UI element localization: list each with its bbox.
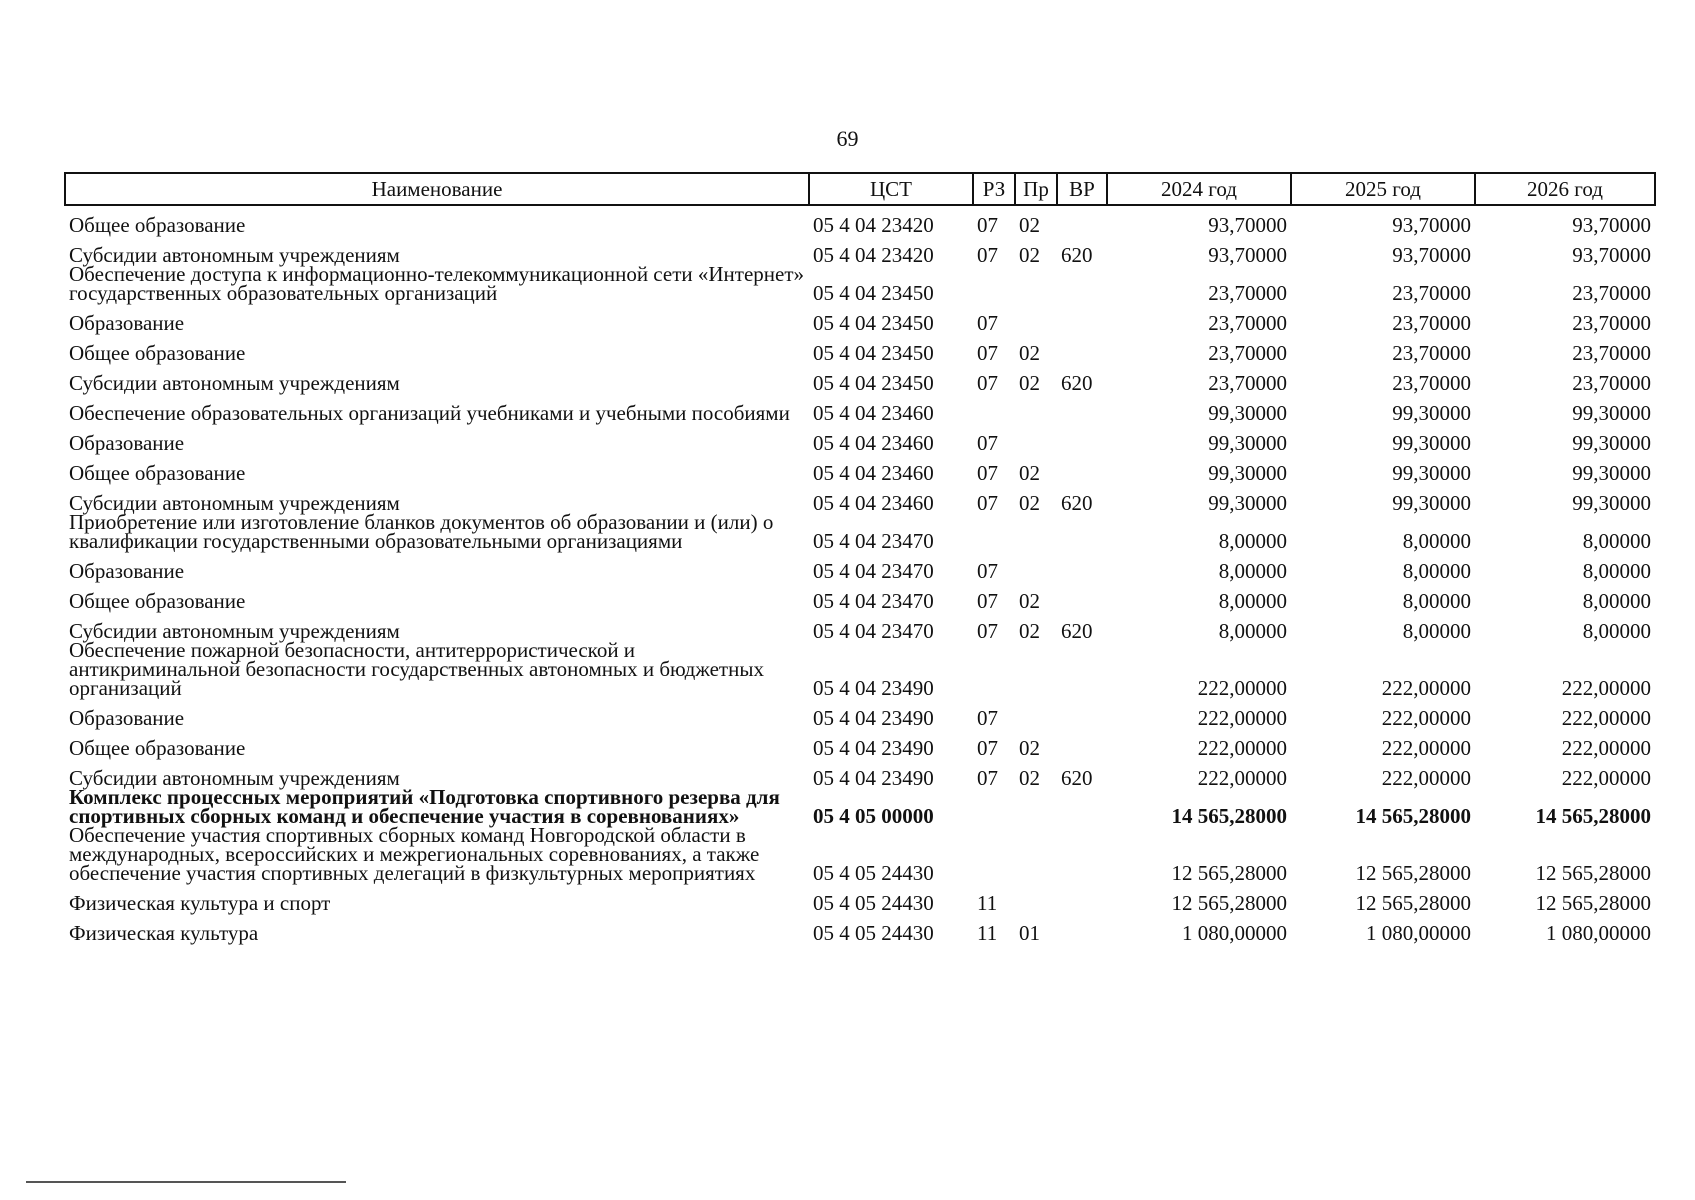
cell-y2024: 8,00000 bbox=[1218, 559, 1287, 583]
cell-y2025: 23,70000 bbox=[1392, 281, 1471, 305]
cell-pr: 02 bbox=[1019, 589, 1040, 613]
table-row bbox=[65, 551, 1655, 581]
cell-y2024: 99,30000 bbox=[1208, 461, 1287, 485]
cell-cst: 05 4 04 23450 bbox=[813, 341, 934, 365]
cell-name: Образование bbox=[69, 431, 185, 455]
cell-y2024: 99,30000 bbox=[1208, 431, 1287, 455]
table-row bbox=[65, 235, 1655, 265]
cell-name: Общее образование bbox=[69, 213, 246, 237]
header-pr: Пр bbox=[1015, 173, 1057, 205]
cell-y2024: 99,30000 bbox=[1208, 491, 1287, 515]
cell-y2026: 8,00000 bbox=[1582, 619, 1651, 643]
cell-name: Общее образование bbox=[69, 589, 246, 613]
cell-name: Приобретение или изготовление бланков документов об образовании и (или) о квалификации государственными образовательными организациями bbox=[69, 510, 774, 553]
cell-name: Образование bbox=[69, 706, 185, 730]
cell-y2026: 23,70000 bbox=[1572, 311, 1651, 335]
cell-name: Субсидии автономным учреждениям bbox=[69, 619, 400, 643]
cell-name: Обеспечение участия спортивных сборных команд Новгородской области в международных, всероссийских и межрегиональных соревнованиях, а также обеспечение участия спортивных делегаций в физкультурных мероприятиях bbox=[69, 823, 760, 885]
table-row bbox=[65, 641, 1655, 698]
cell-rz: 07 bbox=[977, 619, 998, 643]
cell-pr bbox=[1015, 883, 1057, 913]
cell-y2026: 14 565,28000 bbox=[1535, 804, 1651, 828]
cell-y2024: 222,00000 bbox=[1197, 676, 1287, 700]
cell-pr bbox=[1015, 513, 1057, 551]
cell-y2026: 23,70000 bbox=[1572, 341, 1651, 365]
cell-cst: 05 4 04 23470 bbox=[813, 589, 934, 613]
cell-vr bbox=[1057, 453, 1107, 483]
cell-pr: 02 bbox=[1019, 461, 1040, 485]
budget-table bbox=[64, 172, 1656, 943]
cell-y2025: 23,70000 bbox=[1392, 371, 1471, 395]
cell-vr bbox=[1057, 698, 1107, 728]
cell-rz: 11 bbox=[977, 921, 998, 945]
cell-cst: 05 4 05 24430 bbox=[813, 861, 934, 885]
cell-y2026: 99,30000 bbox=[1572, 461, 1651, 485]
cell-cst: 05 4 04 23450 bbox=[813, 311, 934, 335]
cell-y2025: 93,70000 bbox=[1392, 213, 1471, 237]
cell-rz: 07 bbox=[977, 213, 998, 237]
table-row bbox=[65, 333, 1655, 363]
cell-rz bbox=[973, 826, 1015, 883]
cell-y2026: 99,30000 bbox=[1572, 431, 1651, 455]
cell-y2025: 99,30000 bbox=[1392, 401, 1471, 425]
cell-y2026: 23,70000 bbox=[1572, 281, 1651, 305]
cell-y2025: 222,00000 bbox=[1381, 736, 1471, 760]
cell-y2026: 8,00000 bbox=[1582, 559, 1651, 583]
cell-rz: 07 bbox=[977, 371, 998, 395]
cell-pr bbox=[1015, 303, 1057, 333]
cell-y2025: 8,00000 bbox=[1402, 589, 1471, 613]
cell-y2026: 99,30000 bbox=[1572, 401, 1651, 425]
table-row bbox=[65, 265, 1655, 303]
cell-y2025: 222,00000 bbox=[1381, 676, 1471, 700]
cell-name: Физическая культура bbox=[69, 921, 259, 945]
cell-cst: 05 4 04 23420 bbox=[813, 243, 934, 267]
table-row bbox=[65, 423, 1655, 453]
cell-y2024: 222,00000 bbox=[1197, 736, 1287, 760]
cell-pr: 02 bbox=[1019, 213, 1040, 237]
cell-y2024: 99,30000 bbox=[1208, 401, 1287, 425]
cell-rz: 07 bbox=[977, 341, 998, 365]
cell-rz: 07 bbox=[977, 766, 998, 790]
cell-y2026: 12 565,28000 bbox=[1535, 891, 1651, 915]
cell-cst: 05 4 04 23490 bbox=[813, 706, 934, 730]
cell-y2025: 222,00000 bbox=[1381, 706, 1471, 730]
cell-rz: 07 bbox=[977, 559, 998, 583]
cell-y2026: 93,70000 bbox=[1572, 213, 1651, 237]
cell-vr bbox=[1057, 788, 1107, 826]
cell-rz: 07 bbox=[977, 243, 998, 267]
cell-vr: 620 bbox=[1061, 491, 1093, 515]
table-row bbox=[65, 826, 1655, 883]
cell-vr bbox=[1057, 728, 1107, 758]
cell-cst: 05 4 04 23460 bbox=[813, 431, 934, 455]
table-body bbox=[65, 205, 1655, 943]
page-number: 69 bbox=[836, 126, 859, 151]
cell-rz bbox=[973, 641, 1015, 698]
cell-y2025: 8,00000 bbox=[1402, 529, 1471, 553]
cell-vr: 620 bbox=[1061, 619, 1093, 643]
cell-rz: 07 bbox=[977, 431, 998, 455]
cell-cst: 05 4 05 00000 bbox=[813, 804, 934, 828]
cell-y2026: 23,70000 bbox=[1572, 371, 1651, 395]
cell-y2026: 99,30000 bbox=[1572, 491, 1651, 515]
table-row bbox=[65, 205, 1655, 235]
cell-y2024: 23,70000 bbox=[1208, 311, 1287, 335]
cell-y2026: 8,00000 bbox=[1582, 529, 1651, 553]
cell-cst: 05 4 04 23420 bbox=[813, 213, 934, 237]
cell-cst: 05 4 04 23490 bbox=[813, 766, 934, 790]
table-row bbox=[65, 728, 1655, 758]
cell-y2024: 222,00000 bbox=[1197, 766, 1287, 790]
cell-vr bbox=[1057, 205, 1107, 235]
cell-vr: 620 bbox=[1061, 371, 1093, 395]
cell-vr bbox=[1057, 913, 1107, 943]
table-header-row bbox=[65, 173, 1655, 205]
cell-rz bbox=[973, 393, 1015, 423]
cell-name: Обеспечение пожарной безопасности, антитеррористической и антикриминальной безопасности государственных автономных и бюджетных организаций bbox=[69, 638, 764, 700]
header-vr: ВР bbox=[1057, 173, 1107, 205]
cell-y2026: 222,00000 bbox=[1561, 766, 1651, 790]
cell-pr bbox=[1015, 393, 1057, 423]
cell-rz bbox=[973, 265, 1015, 303]
cell-vr bbox=[1057, 826, 1107, 883]
cell-vr bbox=[1057, 333, 1107, 363]
cell-pr: 02 bbox=[1019, 736, 1040, 760]
cell-y2025: 8,00000 bbox=[1402, 619, 1471, 643]
cell-pr: 02 bbox=[1019, 243, 1040, 267]
cell-y2024: 222,00000 bbox=[1197, 706, 1287, 730]
cell-rz: 07 bbox=[977, 461, 998, 485]
table-row bbox=[65, 513, 1655, 551]
table-row bbox=[65, 453, 1655, 483]
cell-name: Обеспечение образовательных организаций учебниками и учебными пособиями bbox=[69, 401, 790, 425]
cell-name: Образование bbox=[69, 311, 185, 335]
cell-name: Обеспечение доступа к информационно-телекоммуникационной сети «Интернет» государственных образовательных организаций bbox=[69, 262, 805, 305]
cell-name: Общее образование bbox=[69, 461, 246, 485]
cell-y2026: 222,00000 bbox=[1561, 706, 1651, 730]
cell-rz: 07 bbox=[977, 736, 998, 760]
header-cst: ЦСТ bbox=[809, 173, 973, 205]
cell-pr: 02 bbox=[1019, 619, 1040, 643]
cell-pr: 02 bbox=[1019, 371, 1040, 395]
cell-y2025: 1 080,00000 bbox=[1366, 921, 1471, 945]
table-row bbox=[65, 581, 1655, 611]
cell-vr: 620 bbox=[1061, 766, 1093, 790]
footer-rule bbox=[26, 1181, 346, 1183]
cell-rz: 07 bbox=[977, 491, 998, 515]
cell-cst: 05 4 04 23450 bbox=[813, 371, 934, 395]
cell-y2024: 12 565,28000 bbox=[1171, 891, 1287, 915]
cell-vr bbox=[1057, 393, 1107, 423]
table-row bbox=[65, 363, 1655, 393]
cell-name: Физическая культура и спорт bbox=[69, 891, 331, 915]
cell-y2026: 222,00000 bbox=[1561, 676, 1651, 700]
cell-y2024: 8,00000 bbox=[1218, 589, 1287, 613]
cell-cst: 05 4 04 23470 bbox=[813, 559, 934, 583]
cell-cst: 05 4 04 23460 bbox=[813, 401, 934, 425]
table-row bbox=[65, 883, 1655, 913]
table-row bbox=[65, 913, 1655, 943]
cell-cst: 05 4 04 23460 bbox=[813, 491, 934, 515]
cell-y2025: 12 565,28000 bbox=[1355, 861, 1471, 885]
cell-name: Субсидии автономным учреждениям bbox=[69, 243, 400, 267]
table-row bbox=[65, 483, 1655, 513]
cell-rz: 11 bbox=[977, 891, 998, 915]
cell-vr bbox=[1057, 423, 1107, 453]
cell-y2024: 14 565,28000 bbox=[1171, 804, 1287, 828]
cell-y2024: 8,00000 bbox=[1218, 619, 1287, 643]
cell-y2025: 99,30000 bbox=[1392, 431, 1471, 455]
cell-y2026: 222,00000 bbox=[1561, 736, 1651, 760]
cell-y2025: 23,70000 bbox=[1392, 311, 1471, 335]
cell-pr: 02 bbox=[1019, 491, 1040, 515]
cell-y2026: 93,70000 bbox=[1572, 243, 1651, 267]
cell-rz bbox=[973, 788, 1015, 826]
cell-pr bbox=[1015, 826, 1057, 883]
table-row bbox=[65, 788, 1655, 826]
cell-cst: 05 4 05 24430 bbox=[813, 921, 934, 945]
cell-vr bbox=[1057, 883, 1107, 913]
cell-rz bbox=[973, 513, 1015, 551]
cell-y2026: 1 080,00000 bbox=[1546, 921, 1651, 945]
cell-pr bbox=[1015, 423, 1057, 453]
cell-pr bbox=[1015, 788, 1057, 826]
cell-y2024: 12 565,28000 bbox=[1171, 861, 1287, 885]
cell-y2025: 222,00000 bbox=[1381, 766, 1471, 790]
cell-y2024: 8,00000 bbox=[1218, 529, 1287, 553]
cell-vr: 620 bbox=[1061, 243, 1093, 267]
header-2025: 2025 год bbox=[1291, 173, 1475, 205]
cell-vr bbox=[1057, 513, 1107, 551]
header-2026: 2026 год bbox=[1475, 173, 1655, 205]
cell-y2025: 99,30000 bbox=[1392, 491, 1471, 515]
cell-y2024: 23,70000 bbox=[1208, 281, 1287, 305]
cell-y2025: 23,70000 bbox=[1392, 341, 1471, 365]
cell-y2025: 8,00000 bbox=[1402, 559, 1471, 583]
cell-cst: 05 4 04 23450 bbox=[813, 281, 934, 305]
cell-y2025: 93,70000 bbox=[1392, 243, 1471, 267]
cell-name: Субсидии автономным учреждениям bbox=[69, 371, 400, 395]
cell-y2026: 8,00000 bbox=[1582, 589, 1651, 613]
cell-name: Образование bbox=[69, 559, 185, 583]
cell-y2024: 23,70000 bbox=[1208, 371, 1287, 395]
cell-name: Общее образование bbox=[69, 736, 246, 760]
cell-pr bbox=[1015, 551, 1057, 581]
cell-cst: 05 4 04 23470 bbox=[813, 619, 934, 643]
cell-cst: 05 4 04 23490 bbox=[813, 736, 934, 760]
cell-vr bbox=[1057, 641, 1107, 698]
cell-name: Комплекс процессных мероприятий «Подготовка спортивного резерва для спортивных сборных команд и обеспечение участия в соревнованиях» bbox=[69, 785, 780, 828]
cell-rz: 07 bbox=[977, 706, 998, 730]
table-row bbox=[65, 611, 1655, 641]
cell-y2024: 1 080,00000 bbox=[1182, 921, 1287, 945]
table-row bbox=[65, 303, 1655, 333]
cell-rz: 07 bbox=[977, 311, 998, 335]
table-row bbox=[65, 393, 1655, 423]
cell-y2025: 99,30000 bbox=[1392, 461, 1471, 485]
table-row bbox=[65, 758, 1655, 788]
cell-cst: 05 4 04 23490 bbox=[813, 676, 934, 700]
cell-y2024: 93,70000 bbox=[1208, 243, 1287, 267]
table-row bbox=[65, 698, 1655, 728]
cell-y2025: 12 565,28000 bbox=[1355, 891, 1471, 915]
cell-vr bbox=[1057, 581, 1107, 611]
cell-name: Субсидии автономным учреждениям bbox=[69, 766, 400, 790]
cell-vr bbox=[1057, 551, 1107, 581]
cell-pr bbox=[1015, 265, 1057, 303]
cell-name: Субсидии автономным учреждениям bbox=[69, 491, 400, 515]
cell-vr bbox=[1057, 303, 1107, 333]
cell-name: Общее образование bbox=[69, 341, 246, 365]
header-rz: РЗ bbox=[973, 173, 1015, 205]
cell-y2024: 23,70000 bbox=[1208, 341, 1287, 365]
cell-cst: 05 4 05 24430 bbox=[813, 891, 934, 915]
header-2024: 2024 год bbox=[1107, 173, 1291, 205]
cell-pr bbox=[1015, 698, 1057, 728]
cell-pr: 02 bbox=[1019, 341, 1040, 365]
cell-cst: 05 4 04 23460 bbox=[813, 461, 934, 485]
cell-rz: 07 bbox=[977, 589, 998, 613]
cell-pr bbox=[1015, 641, 1057, 698]
header-name: Наименование bbox=[65, 173, 809, 205]
cell-vr bbox=[1057, 265, 1107, 303]
cell-y2025: 14 565,28000 bbox=[1355, 804, 1471, 828]
cell-pr: 02 bbox=[1019, 766, 1040, 790]
cell-y2024: 93,70000 bbox=[1208, 213, 1287, 237]
cell-pr: 01 bbox=[1019, 921, 1040, 945]
cell-y2026: 12 565,28000 bbox=[1535, 861, 1651, 885]
cell-cst: 05 4 04 23470 bbox=[813, 529, 934, 553]
